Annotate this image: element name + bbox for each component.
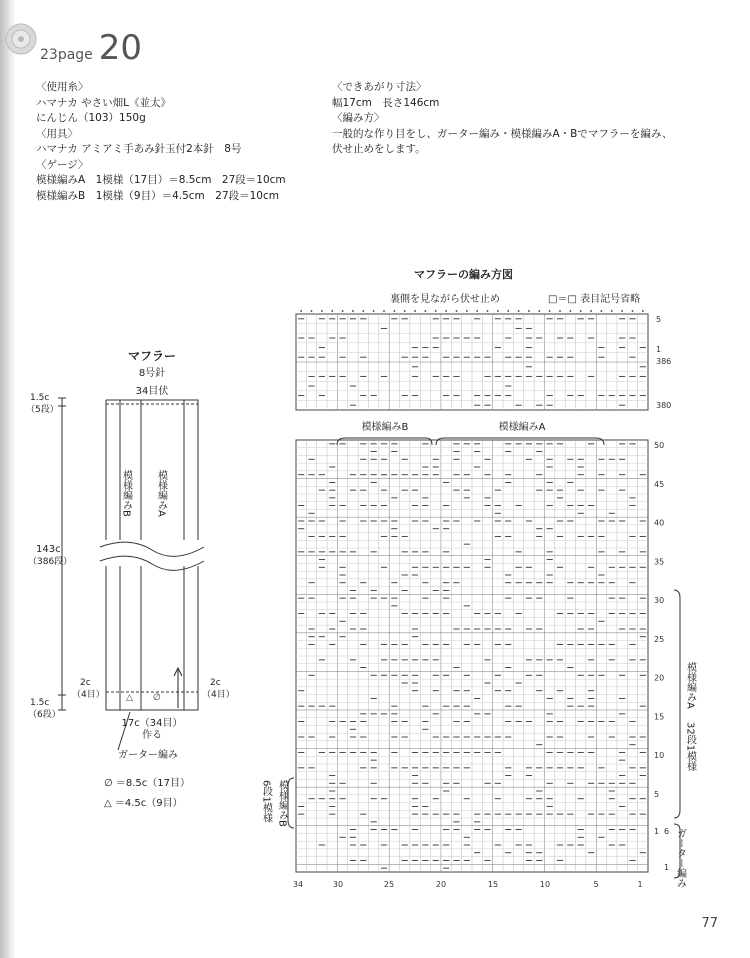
left-pattern-b-rows: 6段1模様 [260,780,272,823]
empty-set-mark: ∅ [153,693,161,703]
bindoff-dot [342,310,344,312]
panel-a-label: 模様編みA [155,470,167,517]
edge-left-cm: 2c [80,678,91,688]
row-label-top: 386 [656,357,672,366]
bindoff-dot [642,310,644,312]
bindoff-dot [518,310,520,312]
bindoff-dot [404,310,406,312]
row-label-main: 10 [654,751,665,761]
column-label: 34 [292,880,304,889]
delta-mark: △ [126,693,133,703]
tools-heading: 〈用具〉 [36,127,78,140]
gauge-heading: 〈ゲージ〉 [36,158,89,171]
page-reference: 23page [40,47,93,63]
edge-left-sts: （4目） [72,690,105,700]
bindoff-dot [487,310,489,312]
bindoff-dot [549,310,551,312]
bindoff-dot [393,310,395,312]
row-label-top: 380 [656,401,672,410]
row-label-main: 45 [654,479,665,489]
bindoff-dot [445,310,447,312]
size-heading: 〈できあがり寸法〉 [332,81,427,93]
section-a-label: 模様編みA [498,422,546,433]
bindoff-dot [425,310,427,312]
column-label: 1 [637,880,643,889]
right-pattern-a-rows: 32段1模様 [684,722,696,772]
bindoff-dot [601,310,603,312]
bindoff-dot [621,310,623,312]
method-line-2: 伏せ止めをします。 [332,143,426,155]
chart-title: マフラーの編み方図 [414,268,513,281]
left-top-rows: （5段） [26,405,59,415]
bindoff-dot [435,310,437,312]
chart-main-section [296,440,648,872]
symbol-note: □＝□ 表目記号省略 [548,294,641,305]
tools-text: ハマナカ アミアミ手あみ針玉付2本針 8号 [36,143,242,155]
bindoff-dot [580,310,582,312]
left-top-cm: 1.5c [30,393,50,403]
column-label: 30 [332,880,344,889]
bindoff-dot [466,310,468,312]
row-label-main: 25 [654,634,665,644]
row-label-main: 5 [654,790,660,799]
bindoff-dot [497,310,499,312]
bottom-cast-on-label: 17c（34目） [121,718,183,729]
bindoff-dot [321,310,323,312]
pattern-a-bracket [674,590,680,818]
method-heading: 〈編み方〉 [332,112,385,124]
schematic-needle: 8号針 [138,368,166,379]
row-label-main: 35 [654,557,665,567]
section-b-label: 模様編みB [361,422,409,433]
legend-pattern-a: ∅ ＝8.5c（17目） [104,778,191,789]
edge-right-sts: （4目） [202,690,235,700]
row-label-top: 1 [656,345,662,354]
column-label: 10 [539,880,551,889]
top-bindoff-label: 34目伏 [135,386,169,397]
bindoff-dot [476,310,478,312]
legend-pattern-b: △ ＝4.5c（9目） [104,798,183,809]
left-pattern-b-label: 模様編みB [276,780,288,827]
bindoff-note: 裏側を見ながら伏せ止め [390,294,500,305]
size-text: 幅17cm 長さ146cm [332,96,440,109]
bottom-cast-on-sub: 作る [142,730,162,741]
gauge-pattern-b: 模様編みB 1模様（9目）＝4.5cm 27段＝10cm [36,189,279,202]
yarn-name: ハマナカ やさい畑L《並太》 [36,96,171,109]
panel-b-label: 模様編みB [120,470,132,517]
row-label-main: 40 [654,518,665,528]
gauge-pattern-a: 模様編みA 1模様（17目）＝8.5cm 27段＝10cm [36,174,286,186]
edge-right-cm: 2c [210,678,221,688]
bindoff-dot [383,310,385,312]
method-line-1: 一般的な作り目をし、ガーター編み・模様編みA・Bでマフラーを編み、 [332,127,673,140]
row-label-main: 15 [654,712,665,722]
yarn-heading: 〈使用糸〉 [36,81,89,93]
row-label-garter: 1 [664,863,670,872]
bindoff-dot [352,310,354,312]
column-label: 5 [593,880,599,889]
right-garter-label: ガーター編み [674,828,686,888]
chart-top-section [296,310,648,410]
left-bottom-cm: 1.5c [30,698,50,708]
right-pattern-a-label: 模様編みA [684,662,696,709]
column-label: 15 [487,880,499,889]
pattern-b-bracket [288,778,294,828]
bindoff-dot [559,310,561,312]
bindoff-dot [300,310,302,312]
garter-label: ガーター編み [118,750,178,761]
column-label: 20 [435,880,447,889]
schematic-title: マフラー [127,349,177,363]
row-label-top: 5 [656,315,662,324]
row-label-garter: 6 [664,827,670,836]
yarn-amount: にんじん（103）150g [36,112,146,124]
left-bottom-rows: （6段） [28,710,61,720]
bindoff-dot [456,310,458,312]
row-label-main: 50 [654,441,665,450]
pattern-number: 20 [98,28,143,68]
bindoff-dot [528,310,530,312]
row-label-main: 1 [654,827,660,836]
bindoff-dot [611,310,613,312]
row-label-main: 30 [654,596,665,606]
page-number: 77 [701,916,718,931]
length-rows: （386段） [28,557,73,567]
bindoff-dot [507,310,509,312]
bindoff-dot [590,310,592,312]
bindoff-dot [569,310,571,312]
bindoff-dot [538,310,540,312]
bindoff-dot [331,310,333,312]
bindoff-dot [311,310,313,312]
length-cm: 143c [36,544,61,555]
bindoff-dot [632,310,634,312]
bindoff-dot [362,310,364,312]
column-label: 25 [383,880,395,889]
row-label-main: 20 [654,673,665,683]
bindoff-dot [373,310,375,312]
bindoff-dot [414,310,416,312]
